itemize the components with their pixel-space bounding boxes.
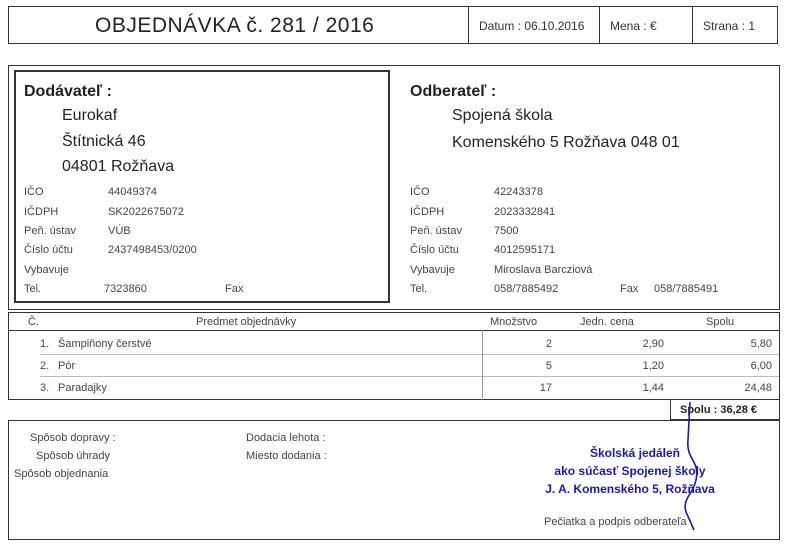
col-header-qty: Množstvo [490,316,538,328]
signature-mark [660,400,720,535]
supplier-fax-label: Fax [225,283,244,295]
customer-fax-label: Fax [620,283,639,295]
customer-contact-label: Vybavuje [410,264,455,276]
supplier-icdph-value: SK2022675072 [108,206,184,218]
table-row-price: 1,44 [642,382,664,394]
supplier-tel-label: Tel. [24,283,42,295]
page-cell: Strana : 1 [692,6,778,44]
order-method-label: Spôsob objednania [14,468,109,480]
customer-heading: Odberateľ : [410,83,497,100]
customer-account-value: 4012595171 [494,244,556,256]
supplier-bank-value: VÚB [108,225,131,237]
customer-bank-value: 7500 [494,225,519,237]
table-row-no: 1. [40,338,50,350]
supplier-ico-value: 44049374 [108,186,157,198]
customer-tel-label: Tel. [410,283,428,295]
table-row-item: Pór [58,360,76,372]
transport-label: Spôsob dopravy : [30,432,116,444]
items-table [8,312,780,400]
supplier-heading: Dodávateľ : [24,83,112,100]
table-row-price: 2,90 [642,338,664,350]
table-header-divider [9,330,779,331]
col-header-item: Predmet objednávky [196,316,297,328]
table-row-no: 2. [40,360,50,372]
supplier-account-label: Číslo účtu [24,244,73,256]
sum-total: Spolu : 36,28 € [680,404,758,416]
table-row-price: 1,20 [642,360,664,372]
supplier-name: Eurokaf [62,107,118,124]
supplier-tel-value: 7323860 [104,283,147,295]
supplier-ico-label: IČO [24,186,44,198]
table-row-item: Paradajky [58,382,107,394]
customer-ico-label: IČO [410,186,430,198]
stamp-line-3: J. A. Komenského 5, Rožňava [545,482,715,496]
supplier-street: Štítnická 46 [62,133,146,150]
customer-icdph-label: IČDPH [410,206,445,218]
customer-ico-value: 42243378 [494,186,543,198]
stamp-line-2: ako súčasť Spojenej školy [554,464,706,478]
table-row-divider [40,376,779,377]
supplier-city: 04801 Rožňava [62,158,175,175]
col-header-no: Č. [28,316,39,328]
customer-fax-value: 058/7885491 [654,283,719,295]
customer-address: Komenského 5 Rožňava 048 01 [452,134,680,151]
table-row-total: 5,80 [750,338,772,350]
delivery-term-label: Dodacia lehota : [246,432,326,444]
col-header-total: Spolu [706,316,735,328]
table-row-item: Šampiňony čerstvé [58,338,152,350]
currency-cell: Mena : € [599,6,693,44]
qty-column-divider [482,330,483,400]
customer-account-label: Číslo účtu [410,244,459,256]
customer-icdph-value: 2023332841 [494,206,556,218]
customer-tel-value: 058/7885492 [494,283,559,295]
supplier-box [14,70,390,303]
table-row-no: 3. [40,382,50,394]
stamp-line-1: Školská jedáleň [589,446,681,460]
table-row-qty: 17 [539,382,552,394]
table-row-qty: 5 [545,360,552,372]
delivery-place-label: Miesto dodania : [246,450,327,462]
customer-name: Spojená škola [452,107,553,124]
col-header-price: Jedn. cena [580,316,634,328]
customer-contact-value: Miroslava Barcziová [494,264,593,276]
table-row-divider [40,354,779,355]
supplier-account-value: 2437498453/0200 [108,244,197,256]
payment-label: Spôsob úhrady [36,450,110,462]
supplier-bank-label: Peň. ústav [24,225,76,237]
table-row-total: 24,48 [744,382,772,394]
stamp-caption: Pečiatka a podpis odberateľa [544,516,687,528]
supplier-icdph-label: IČDPH [24,206,59,218]
supplier-contact-label: Vybavuje [24,264,69,276]
date-cell: Datum : 06.10.2016 [468,6,600,44]
table-row-qty: 2 [545,338,552,350]
document-title: OBJEDNÁVKA č. 281 / 2016 [95,14,375,37]
customer-bank-label: Peň. ústav [410,225,462,237]
table-row-total: 6,00 [750,360,772,372]
